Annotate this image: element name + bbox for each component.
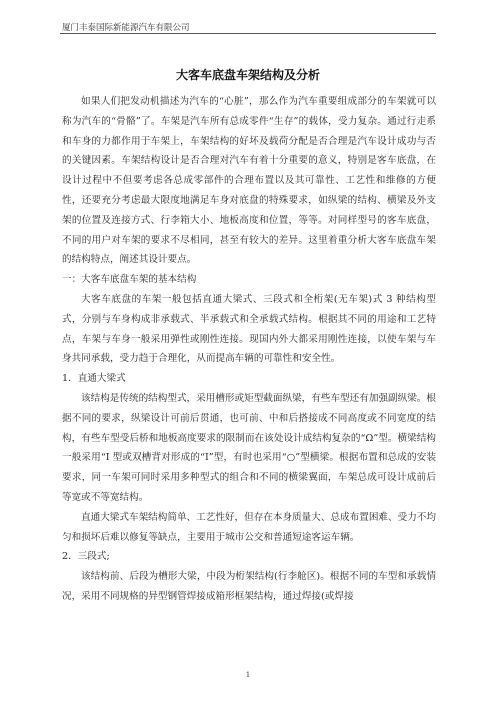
intro-paragraph: 如果人们把发动机描述为汽车的“心脏”，那么作为汽车重要组成部分的车架就可以称为汽车的“骨骼”了。车架是汽车所有总成零件“生存”的载体，受力复杂。通过行走系和车身的力都作用于车架上，车架结构的好坏及载荷分配是否合理是汽车设计成功与否的关键因素。车架结构设计是否合理对汽车有着十分重要的意义，特别是客车底盘，在设计过程中不但要考虑各总成零部件的合理布置以及其可靠性、工艺性和维修的方便性，还要充分考虑最大限度地满足车身对底盘的特殊要求，如纵梁的结构、横梁及外支架的位置及连接方式、行李箱大小、地板高度和位置，等等。对同样型号的客车底盘，不同的用户对车架的要求不尽相同，甚至有较大的差异。这里着重分析大客车底盘车架的结构特点，阐述其设计要点。	[62, 96, 436, 266]
paragraph: 该结构是传统的结构型式，采用槽形或矩型截面纵梁，有些车型还有加强副纵梁。根据不同的要求，纵梁设计可前后贯通，也可前、中和后搭接成不同高度或不同宽度的结构，有些车型受后桥和地板高度要求的限制而在该处设计成结构复杂的“Ω”型。横梁结构一般采用“I 型或双槽背对形成的“I”型，有时也采用“○”型横梁。根据布置和总成的安装要求，同一车架可同时采用多种型式的组合和不同的横梁翼面，车架总成可设计成前后等宽或不等宽结构。	[62, 392, 436, 503]
section-heading: 一：大客车底盘车架的基本结构	[62, 274, 197, 286]
subsection-heading: 1．直通大梁式	[62, 373, 126, 385]
header-divider	[60, 33, 436, 34]
page-number: 1	[245, 670, 251, 679]
page-header: 厦门丰泰国际新能源汽车有限公司	[62, 23, 190, 33]
subsection-heading: 2．三段式;	[62, 551, 110, 563]
paragraph: 大客车底盘的车架一般包括直通大梁式、三段式和全桁架(无车架)式 3 种结构型式，分别与车身构成非承载式、半承载式和全承载式结构。根据其不同的用途和工艺特点，车架与车身一般采用弹性或刚性连接。现国内外大都采用刚性连接，以使车架与车身共同承载，受力趋于合理化，从而提高车辆的可靠性和安全性。	[62, 293, 436, 365]
paragraph: 直通大梁式车架结构简单、工艺性好，但存在本身质量大、总成布置困难、受力不均匀和损坏后难以修复等缺点，主要用于城市公交和普通短途客运车辆。	[62, 511, 436, 543]
paragraph: 该结构前、后段为槽形大梁，中段为桁架结构(行李舱区)。根据不同的车型和承载情况，采用不同规格的异型钢管焊接成箱形框架结构，通过焊接(或焊接	[62, 571, 436, 602]
document-title: 大客车底盘车架结构及分析	[175, 68, 320, 82]
document-body	[62, 92, 436, 607]
